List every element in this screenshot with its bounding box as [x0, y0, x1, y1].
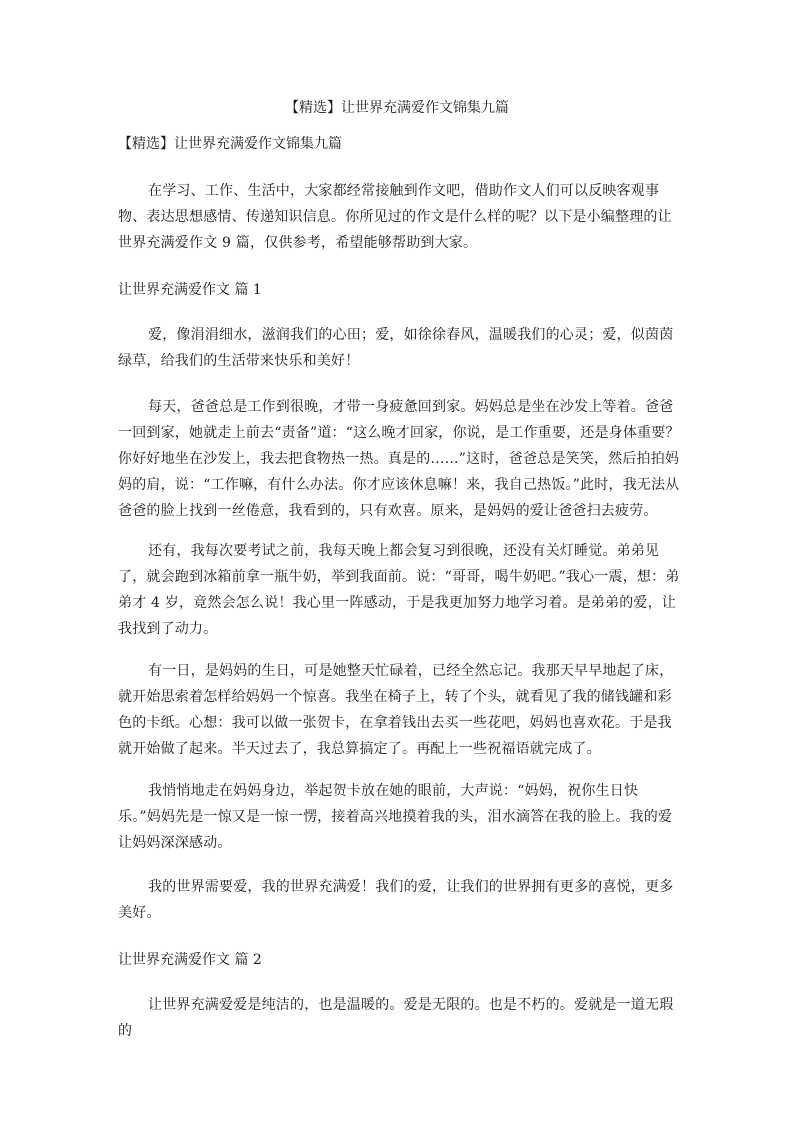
section-1-paragraph-3: 还有，我每次要考试之前，我每天晚上都会复习到很晚，还没有关灯睡觉。弟弟见了，就会跑到冰箱前拿一瓶牛奶，举到我面前。说：“哥哥，喝牛奶吧。”我心一震，想：弟弟才 4 岁，竟然会怎么说！我心里一阵感动，于是我更加努力地学习着。是弟弟的爱，让我找到了动力。	[118, 543, 680, 637]
section-1-heading: 让世界充满爱作文 篇 1	[118, 282, 262, 298]
document-title: 【精选】让世界充满爱作文锦集九篇	[285, 100, 509, 116]
section-2-paragraph-1: 让世界充满爱爱是纯洁的，也是温暖的。爱是无限的。也是不朽的。爱就是一道无瑕的	[118, 997, 674, 1039]
section-1-paragraph-6: 我的世界需要爱，我的世界充满爱！我们的爱，让我们的世界拥有更多的喜悦，更多美好。	[118, 879, 674, 921]
section-1-paragraph-4: 有一日，是妈妈的生日，可是她整天忙碌着，已经全然忘记。我那天早早地起了床，就开始思索着怎样给妈妈一个惊喜。我坐在椅子上，转了个头，就看见了我的储钱罐和彩色的卡纸。心想：我可以做一张贺卡，在拿着钱出去买一些花吧，妈妈也喜欢花。于是我就开始做了起来。半天过去了，我总算搞定了。再配上一些祝福语就完成了。	[118, 663, 674, 757]
section-2-heading: 让世界充满爱作文 篇 2	[118, 952, 262, 968]
section-1-paragraph-1: 爱，像涓涓细水，滋润我们的心田；爱，如徐徐春风，温暖我们的心灵；爱，似茵茵绿草，给我们的生活带来快乐和美好！	[118, 327, 674, 369]
section-1-paragraph-2: 每天，爸爸总是工作到很晚，才带一身疲惫回到家。妈妈总是坐在沙发上等着。爸爸一回到家，她就走上前去“责备”道：“这么晚才回家，你说，是工作重要，还是身体重要？你好好地坐在沙发上，我去把食物热一热。真是的……”这时，爸爸总是笑笑，然后拍拍妈妈的肩，说：“工作嘛，有什么办法。你才应该休息嘛！来，我自己热饭。”此时，我无法从爸爸的脸上找到一丝倦意，我看到的，只有欢喜。原来，是妈妈的爱让爸爸扫去疲劳。	[118, 399, 680, 519]
document-subtitle: 【精选】让世界充满爱作文锦集九篇	[118, 136, 342, 152]
intro-paragraph: 在学习、工作、生活中，大家都经常接触到作文吧，借助作文人们可以反映客观事物、表达思想感情、传递知识信息。你所见过的作文是什么样的呢？以下是小编整理的让世界充满爱作文 9 篇，仅供参考，希望能够帮助到大家。	[118, 183, 672, 251]
section-1-paragraph-5: 我悄悄地走在妈妈身边，举起贺卡放在她的眼前，大声说：“妈妈，祝你生日快乐。”妈妈先是一惊又是一惊一愣，接着高兴地摸着我的头，泪水滴答在我的脸上。我的爱让妈妈深深感动。	[118, 783, 673, 851]
